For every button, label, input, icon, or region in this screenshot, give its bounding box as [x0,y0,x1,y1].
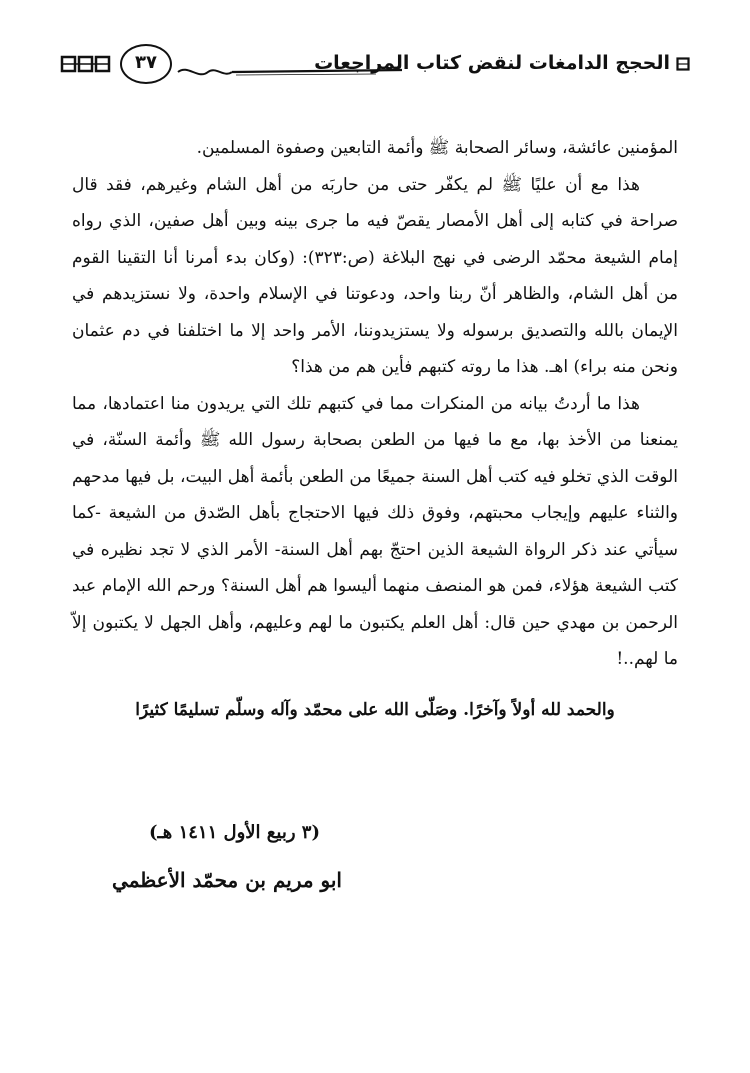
date-line: (٣ ربيع الأول ١٤١١ هـ) [149,822,320,843]
closing-line: والحمد لله أولاً وآخرًا. وصَلّى الله على محمّد وآله وسلّم تسليمًا كثيرًا [135,699,615,720]
main-text [72,130,678,728]
author-signature: ابو مريم بن محمّد الأعظمي [112,868,342,892]
page-number: ٣٧ [135,52,157,73]
page-number-oval [120,44,172,84]
paragraph-1: المؤمنين عائشة، وسائر الصحابة ﷺ وأئمة التابعين وصفوة المسلمين. [196,138,678,158]
page-header [60,40,690,100]
paragraph-3: هذا ما أردتُ بيانه من المنكرات مما في كتبهم تلك التي يريدون منا اعتمادها، مما يمنعنا من الأخذ بها، مع ما فيها من الطعن بصحابة رسول الله ﷺ وأئمة السنّة، في الوقت الذي تخلو فيه كتب أهل السنة جميعًا من الطعن بأئمة أهل البيت، بل فيها مدحهم والثناء عليهم وإيجاب محبتهم، وفوق ذلك فيها الاحتجاج بأهل الصّدق من الشيعة -كما سيأتي عند ذكر الرواة الشيعة الذين احتجّ بهم أهل السنة- الأمر الذي لا تجد نظيره في كتب الشيعة هؤلاء، فمن هو المنصف منهما أليسوا هم أهل السنة؟ ورحم الله الإمام عبد الرحمن بن مهدي حين قال: أهل العلم يكتبون ما لهم وعليهم، وأهل الجهل لا يكتبون إلاّ ما لهم..! [72,393,678,669]
header-right-ornament [676,57,690,71]
running-title: الحجج الدامغات لنقض كتاب المراجعات [314,52,670,74]
paragraph-2: هذا مع أن عليًا ﷺ لم يكفّر حتى من حاربَه من أهل الشام وغيرهم، فقد قال صراحة في كتابه إلى أهل الأمصار يقصّ فيه ما جرى بينه وبين أهل صفين، الذي رواه إمام الشيعة محمّد الرضى في نهج البلاغة (ص:٣٢٣): (وكان بدء أمرنا أنا التقينا القوم من أهل الشام، والظاهر أنّ ربنا واحد، ودعوتنا في الإسلام واحدة، ولا نستزيدهم في الإيمان بالله والتصديق برسوله ولا يستزيدوننا، الأمر واحد إلا ما اختلفنا في دم عثمان ونحن منه براء) اهـ. هذا ما روته كتبهم فأين هم من هذا؟ [72,174,678,377]
header-left-ornament [60,52,112,76]
